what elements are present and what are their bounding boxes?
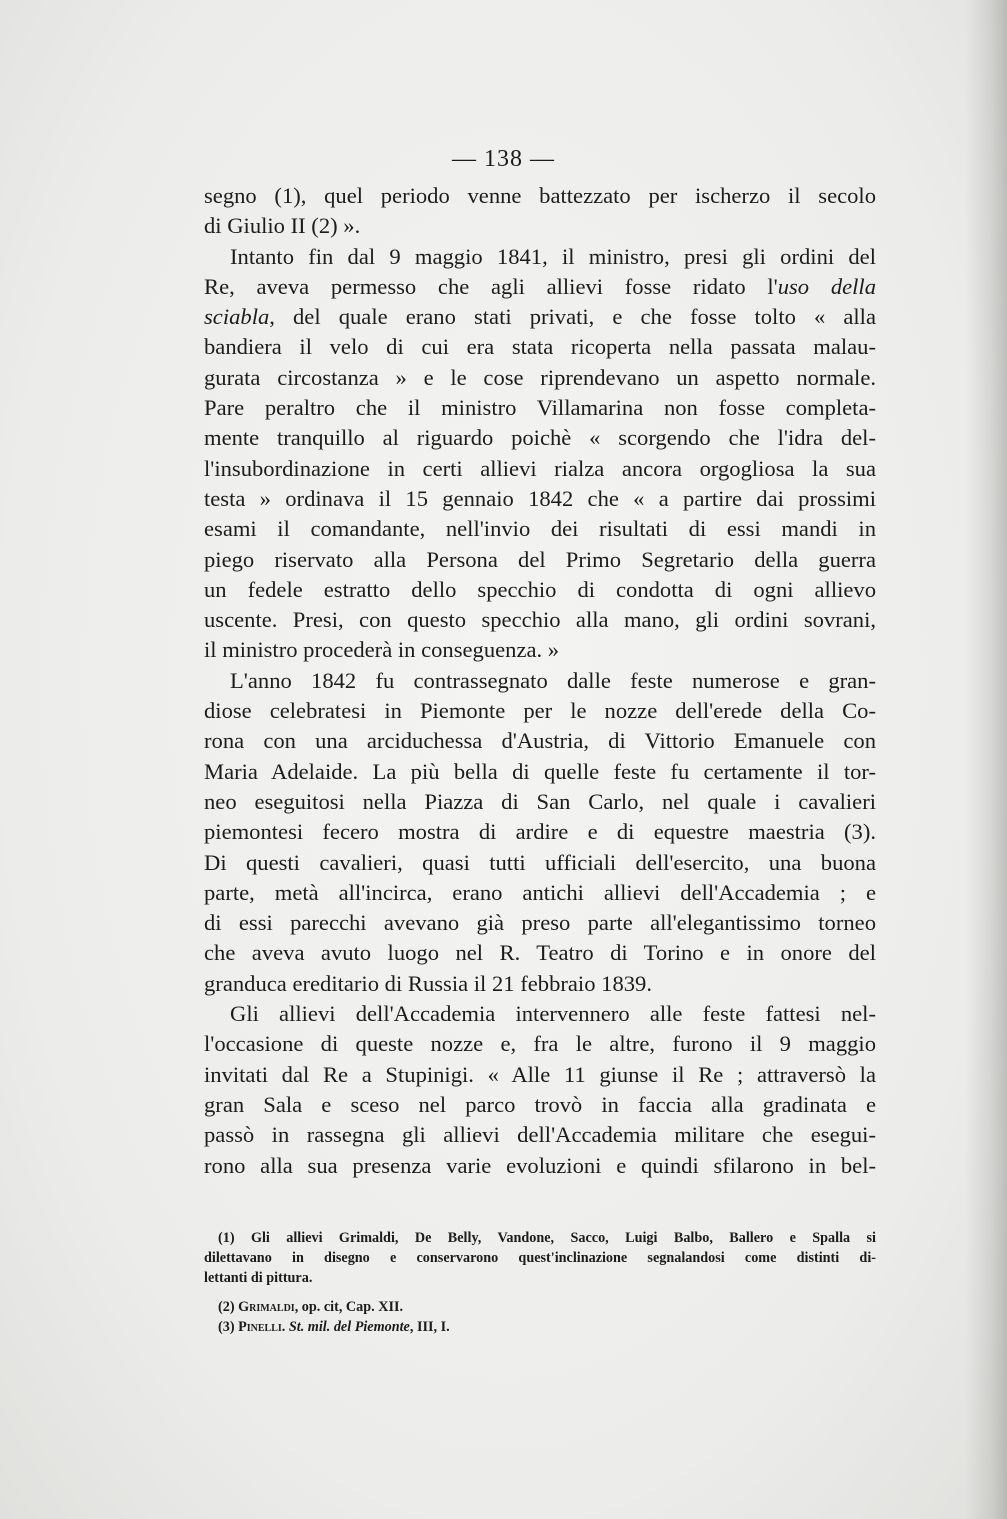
text-line: bandiera il velo di cui era stata ricoperta nella passata malau-: [204, 334, 876, 360]
text-line: Maria Adelaide. La più bella di quelle feste fu certamente il tor-: [204, 758, 876, 784]
text-line: segno (1), quel periodo venne battezzato per ischerzo il secolo: [204, 183, 876, 208]
text-line: granduca ereditario di Russia il 21 febbraio 1839.: [204, 970, 652, 996]
italic-term: sciabla: [204, 304, 270, 330]
text-line: gurata circostanza » e le cose riprendevano un aspetto normale.: [204, 364, 876, 390]
footnote-2-ref: , op. cit, Cap. XII.: [294, 1298, 404, 1315]
footnote-3-marker: (3): [218, 1318, 239, 1335]
text-line: rono alla sua presenza varie evoluzioni e quindi sfilarono in bel-: [204, 1152, 876, 1178]
footnote-1-line: dilettavano in disegno e conservarono quest'inclinazione segnalandosi come distinti di-: [204, 1250, 876, 1267]
text-line-with-italic: [204, 272, 876, 302]
text-segment: , del quale erano stati privati, e che fosse tolto « alla: [269, 304, 876, 330]
text-line: esami il comandante, nell'invio dei risultati di essi mandi in: [204, 516, 876, 542]
footnote-3-author: Pinelli: [238, 1318, 282, 1335]
text-segment: Re, aveva permesso che agli allievi fosse ridato l': [204, 273, 778, 299]
footnote-3-title: St. mil. del Piemonte: [288, 1318, 410, 1335]
text-line: l'occasione di queste nozze e, fra le altre, furono il 9 maggio: [204, 1031, 876, 1057]
text-line: diose celebratesi in Piemonte per le nozze dell'erede della Co-: [204, 698, 876, 724]
text-line: Gli allievi dell'Accademia intervennero alle feste fattesi nel-: [230, 1001, 876, 1027]
text-line: piemontesi fecero mostra di ardire e di equestre maestria (3).: [204, 819, 876, 845]
text-line: il ministro procederà in conseguenza. »: [204, 637, 560, 663]
text-line: mente tranquillo al riguardo poichè « scorgendo che l'idra del-: [204, 425, 876, 451]
footnote-2-marker: (2): [218, 1298, 239, 1315]
footnotes: [204, 1228, 876, 1337]
page-edge-shadow: [965, 0, 1007, 1519]
footnote-3-sep: .: [281, 1318, 289, 1335]
text-line: di Giulio II (2) ».: [204, 213, 361, 239]
text-line: che aveva avuto luogo nel R. Teatro di Torino e in onore del: [204, 940, 876, 966]
text-line: di essi parecchi avevano già preso parte all'elegantissimo torneo: [204, 910, 876, 936]
text-line: rona con una arciduchessa d'Austria, di Vittorio Emanuele con: [204, 728, 876, 754]
text-line: Pare peraltro che il ministro Villamarina non fosse completa-: [204, 395, 876, 421]
italic-term: uso della: [777, 273, 877, 299]
text-line-with-italic: [204, 302, 876, 332]
body-text: [204, 181, 876, 1181]
text-line: invitati dal Re a Stupinigi. « Alle 11 giunse il Re ; attraversò la: [204, 1061, 876, 1087]
text-line: L'anno 1842 fu contrassegnato dalle feste numerose e gran-: [230, 667, 876, 693]
text-line: un fedele estratto dello specchio di condotta di ogni allievo: [204, 576, 876, 602]
text-line: parte, metà all'incirca, erano antichi allievi dell'Accademia ; e: [204, 879, 876, 905]
text-line: testa » ordinava il 15 gennaio 1842 che « a partire dai prossimi: [204, 485, 876, 511]
text-line: uscente. Presi, con questo specchio alla mano, gli ordini sovrani,: [204, 607, 876, 633]
footnote-3: [204, 1317, 876, 1337]
footnote-2-author: Grimaldi: [238, 1298, 295, 1315]
footnote-1-line: (1) Gli allievi Grimaldi, De Belly, Vandone, Sacco, Luigi Balbo, Ballero e Spalla si: [218, 1230, 876, 1246]
footnote-2: [204, 1297, 876, 1317]
text-line: piego riservato alla Persona del Primo Segretario della guerra: [204, 546, 876, 572]
footnote-1-line: lettanti di pittura.: [204, 1270, 313, 1287]
footnote-3-ref: , III, I.: [409, 1318, 450, 1335]
text-line: gran Sala e sceso nel parco trovò in faccia alla gradinata e: [204, 1091, 876, 1117]
text-line: l'insubordinazione in certi allievi rialza ancora orgogliosa la sua: [204, 455, 876, 481]
text-line: neo eseguitosi nella Piazza di San Carlo, nel quale i cavalieri: [204, 788, 876, 814]
page-number: — 138 —: [452, 146, 555, 172]
text-line: Intanto fin dal 9 maggio 1841, il ministro, presi gli ordini del: [230, 243, 876, 269]
text-line: passò in rassegna gli allievi dell'Accademia militare che esegui-: [204, 1122, 876, 1148]
text-line: Di questi cavalieri, quasi tutti ufficiali dell'esercito, una buona: [204, 849, 876, 875]
